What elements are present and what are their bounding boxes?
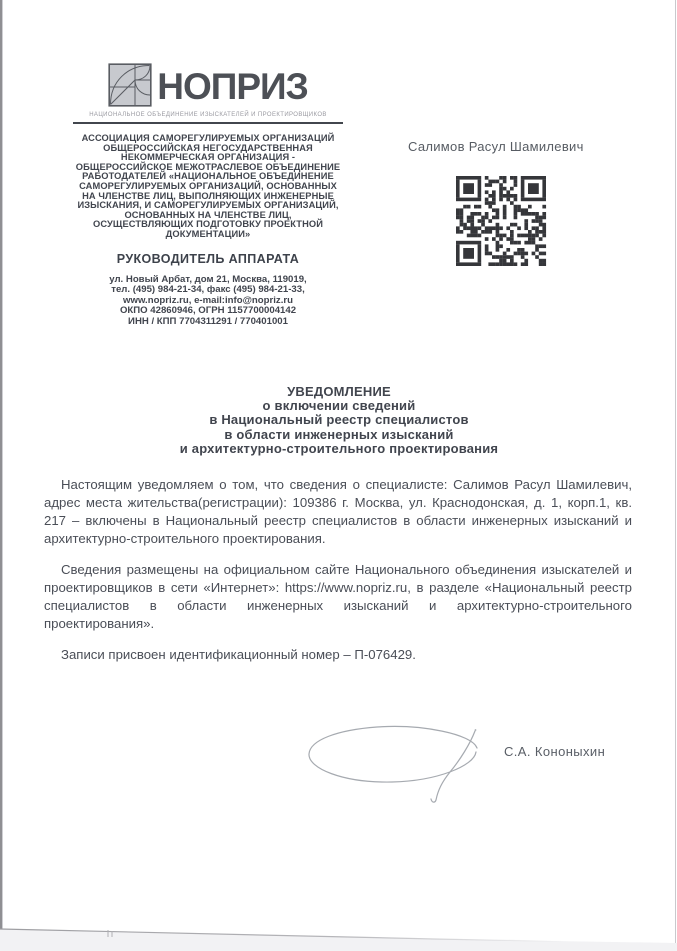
golden-spiral-icon: [108, 63, 152, 112]
scan-edge-left-highlight: [2, 0, 3, 951]
signer-name: С.А. Кононыхин: [504, 744, 606, 759]
qr-code: [455, 176, 547, 266]
logo-wordmark: НОПРИЗ: [157, 66, 308, 107]
logo-tagline: НАЦИОНАЛЬНОЕ ОБЪЕДИНЕНИЕ ИЗЫСКАТЕЛЕЙ И ПРОЕКТИРОВЩИКОВ: [89, 112, 327, 118]
document-body: [44, 476, 632, 664]
nopriz-logo: [73, 64, 343, 110]
recipient-name: Салимов Расул Шамилевич: [408, 139, 584, 154]
handwritten-signature: [302, 722, 482, 806]
body-paragraph-1: Настоящим уведомляем о том, что сведения о специалисте: Салимов Расул Шамилевич, адрес места жительства(регистрации): 109386 г. Москва, ул. Краснодонская, д. 1, корп.1, кв. 217 – включены в Национальный реестр специалистов в области инженерных изысканий и архитектурно-строительного проектирования.: [44, 477, 632, 546]
department-title: РУКОВОДИТЕЛЬ АППАРАТА: [116, 251, 300, 266]
contact-info: ул. Новый Арбат, дом 21, Москва, 119019, тел. (495) 984-21-34, факс (495) 984-21-33, www.nopriz.ru, e-mail:info@nopriz.ru ОКПО 42860946, ОГРН 1157700004142 ИНН / КПП 7704311291 / 770401001: [109, 273, 307, 327]
scan-edge-right: [675, 0, 676, 951]
letterhead-separator: [73, 122, 343, 124]
letterhead: [73, 64, 343, 328]
scan-paper-bottom-edge: [0, 922, 677, 951]
body-paragraph-3: Записи присвоен идентификационный номер – П-076429.: [61, 647, 416, 662]
association-name: АССОЦИАЦИЯ САМОРЕГУЛИРУЕМЫХ ОРГАНИЗАЦИЙ ОБЩЕРОССИЙСКАЯ НЕГОСУДАРСТВЕННАЯ НЕКОММЕРЧЕСКАЯ ОРГАНИЗАЦИЯ - ОБЩЕРОССИЙСКОЕ МЕЖОТРАСЛЕВОЕ ОБЪЕДИНЕНИЕ РАБОТОДАТЕЛЕЙ «НАЦИОНАЛЬНОЕ ОБЪЕДИНЕНИЕ САМОРЕГУЛИРУЕМЫХ ОРГАНИЗАЦИЙ, ОСНОВАННЫХ НА ЧЛЕНСТВЕ ЛИЦ, ВЫПОЛНЯЮЩИХ ИНЖЕНЕРНЫЕ ИЗЫСКАНИЯ, И САМОРЕГУЛИРУЕМЫХ ОРГАНИЗАЦИЙ, ОСНОВАННЫХ НА ЧЛЕНСТВЕ ЛИЦ, ОСУЩЕСТВЛЯЮЩИХ ПОДГОТОВКУ ПРОЕКТНОЙ ДОКУМЕНТАЦИИ»: [75, 133, 341, 239]
body-paragraph-2: Сведения размещены на официальном сайте Национального объединения изыскателей и проектировщиков в сети «Интернет»: https://www.nopriz.ru, в разделе «Национальный реестр специалистов в области инженерных изысканий и архитектурно-строительного проектирования».: [44, 562, 632, 631]
document-title: УВЕДОМЛЕНИЕ о включении сведений в Национальный реестр специалистов в области инженерных изысканий и архитектурно-строительного проектирования: [179, 384, 499, 456]
